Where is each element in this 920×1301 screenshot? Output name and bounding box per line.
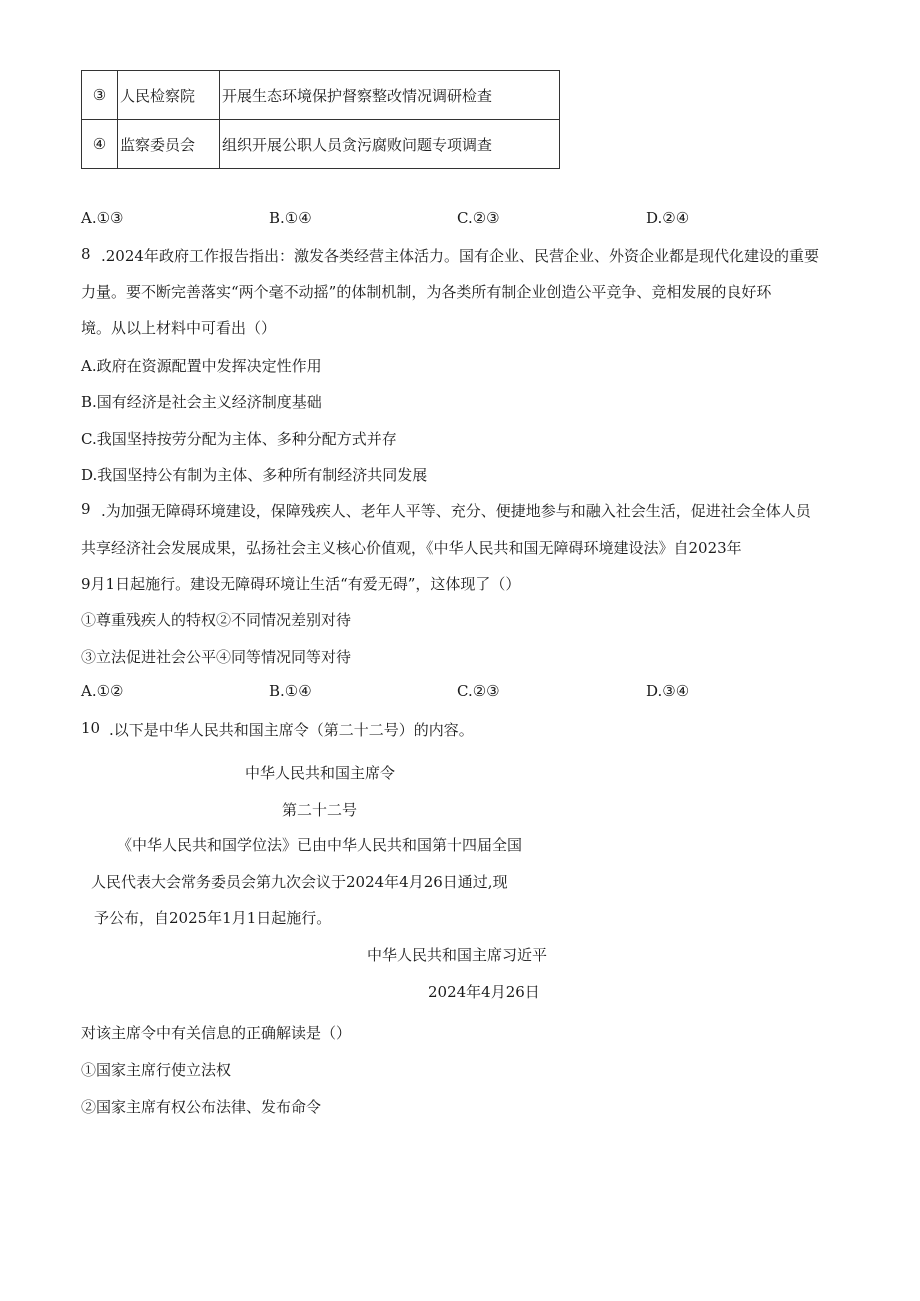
choice-b[interactable]: B.国有经济是社会主义经济制度基础 bbox=[81, 393, 322, 411]
choice-c[interactable]: C.我国坚持按劳分配为主体、多种分配方式并存 bbox=[81, 430, 397, 448]
decree-title: 中华人民共和国主席令 bbox=[245, 764, 396, 782]
question-text-line: .为加强无障碍环境建设，保障残疾人、老年人平等、充分、便捷地参与和融入社会生活，促进社会全体人员 bbox=[101, 502, 811, 520]
statement-line: ③立法促进社会公平④同等情况同等对待 bbox=[81, 648, 352, 666]
question-text-line: 境。从以上材料中可看出（） bbox=[81, 319, 277, 337]
question-number: 9 bbox=[81, 500, 91, 518]
question-text-line: 共享经济社会发展成果，弘扬社会主义核心价值观，《中华人民共和国无障碍环境建设法》自2023年 bbox=[81, 539, 742, 557]
row-organization: 监察委员会 bbox=[118, 120, 220, 169]
question-text-line: .2024年政府工作报告指出：激发各类经营主体活力。国有企业、民营企业、外资企业都是现代化建设的重要 bbox=[101, 247, 819, 265]
choice-d[interactable]: D.③④ bbox=[646, 682, 690, 700]
choice-d[interactable]: D.②④ bbox=[646, 209, 690, 227]
table-row bbox=[82, 71, 560, 120]
statement-line: ①尊重残疾人的特权②不同情况差别对待 bbox=[81, 611, 352, 629]
choice-a[interactable]: A.①② bbox=[81, 682, 124, 700]
choice-d[interactable]: D.我国坚持公有制为主体、多种所有制经济共同发展 bbox=[81, 466, 428, 484]
question-text-line: .以下是中华人民共和国主席令（第二十二号）的内容。 bbox=[109, 721, 474, 739]
question-text-line: 对该主席令中有关信息的正确解读是（） bbox=[81, 1024, 352, 1042]
decree-signature: 中华人民共和国主席习近平 bbox=[367, 946, 548, 964]
row-number: ③ bbox=[82, 71, 118, 120]
statement-line: ①国家主席行使立法权 bbox=[81, 1061, 232, 1079]
question-text-line: 力量。要不断完善落实“两个毫不动摇”的体制机制，为各类所有制企业创造公平竞争、竞相发展的良好环 bbox=[81, 283, 772, 301]
agency-table bbox=[81, 70, 560, 169]
decree-date: 2024年4月26日 bbox=[428, 983, 540, 1001]
choice-c[interactable]: C.②③ bbox=[457, 682, 500, 700]
row-organization: 人民检察院 bbox=[118, 71, 220, 120]
question-number: 10 bbox=[81, 719, 101, 737]
choice-a[interactable]: A.①③ bbox=[81, 209, 124, 227]
row-action: 开展生态环境保护督察整改情况调研检查 bbox=[220, 71, 560, 120]
decree-body-line: 《中华人民共和国学位法》已由中华人民共和国第十四届全国 bbox=[117, 836, 523, 854]
table-row bbox=[82, 120, 560, 169]
row-number: ④ bbox=[82, 120, 118, 169]
question-number: 8 bbox=[81, 245, 91, 263]
statement-line: ②国家主席有权公布法律、发布命令 bbox=[81, 1098, 322, 1116]
choice-c[interactable]: C.②③ bbox=[457, 209, 500, 227]
row-action: 组织开展公职人员贪污腐败问题专项调查 bbox=[220, 120, 560, 169]
choice-b[interactable]: B.①④ bbox=[269, 209, 312, 227]
decree-body-line: 予公布，自2025年1月1日起施行。 bbox=[94, 909, 332, 927]
choice-b[interactable]: B.①④ bbox=[269, 682, 312, 700]
choice-a[interactable]: A.政府在资源配置中发挥决定性作用 bbox=[81, 357, 322, 375]
decree-number: 第二十二号 bbox=[282, 801, 358, 819]
decree-body-line: 人民代表大会常务委员会第九次会议于2024年4月26日通过,现 bbox=[91, 873, 508, 891]
question-text-line: 9月1日起施行。建设无障碍环境让生活“有爱无碍”，这体现了（） bbox=[81, 575, 521, 593]
